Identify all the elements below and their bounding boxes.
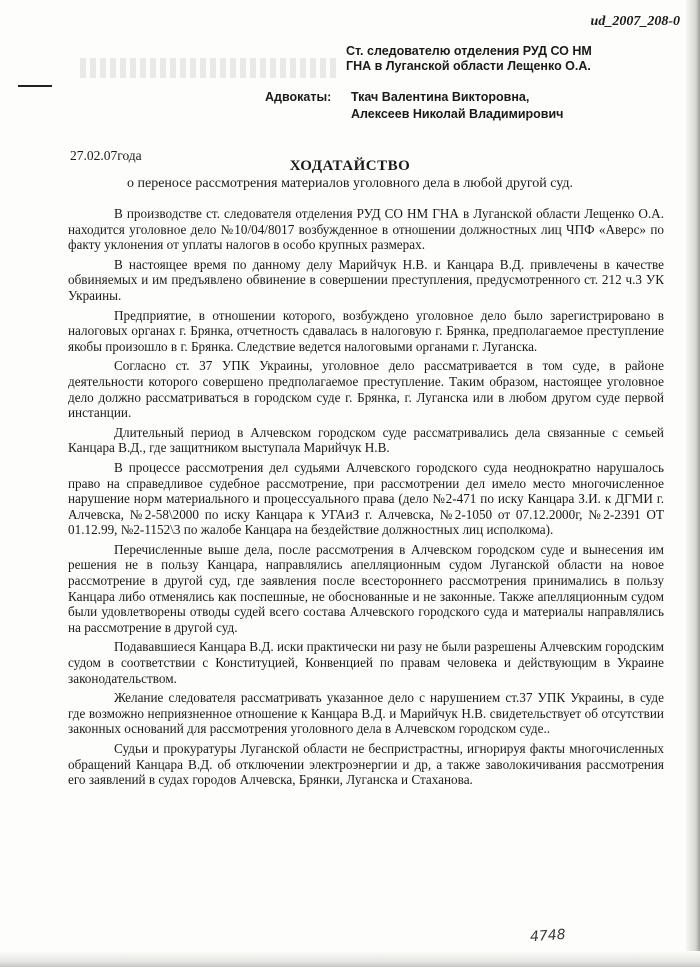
document-id: ud_2007_208-0 <box>590 14 680 29</box>
body-paragraph: Длительный период в Алчевском городском суде рассматривались дела связанные с семьей Канцара В.Д., где защитником выступала Марийчук Н.В. <box>68 424 664 456</box>
scan-edge-right <box>686 0 700 967</box>
body-paragraph: Предприятие, в отношении которого, возбуждено уголовное дело было зарегистрировано в налоговых органах г. Брянка, отчетность сдавалась в налоговую г. Брянка, предполагаемое преступление якобы произошло в г. Брянка. Следствие ведется налоговыми органами г. Луганска. <box>68 307 664 354</box>
body-paragraph: В настоящее время по данному делу Марийчук Н.В. и Канцара В.Д. привлечены в качестве обвиняемых и им предъявлено обвинение в совершении преступления, предусмотренного ст. 212 ч.3 УК Украины. <box>68 256 664 303</box>
addressee-block <box>346 44 676 74</box>
lawyers-label: Адвокаты: <box>265 90 332 104</box>
addressee-line-2: ГНА в Луганской области Лещенко О.А. <box>346 59 591 73</box>
document-date: 27.02.07года <box>70 148 142 163</box>
body-paragraph: В процессе рассмотрения дел судьями Алчевского городского суда неоднократно нарушалось право на справедливое судебное рассмотрение, при рассмотрении дел имело место многочисленное нарушение норм материального и процессуального права (дело №2-471 по иску Канцара З.И. к ДГМИ г. Алчевска, №2-58\2000 по иску Канцара к УГАиЗ г. Алчевска, №2-1050 от 07.12.2000г, №2-2391 ОТ 01.12.99, №2-1152\3 по жалобе Канцара на бездействие должностных лиц исполкома). <box>68 459 664 538</box>
margin-mark <box>18 85 52 87</box>
addressee-line-1: Ст. следователю отделения РУД СО НМ <box>346 44 592 58</box>
scan-edge-bottom <box>0 951 700 967</box>
body-paragraph: Согласно ст. 37 УПК Украины, уголовное дело рассматривается в том суде, в районе деятельности которого совершено предполагаемое преступление. Таким образом, настоящее уголовное дело должно рассматриваться в городском суде г. Брянка, г. Луганска или в любом другом суде первой инстанции. <box>68 358 664 421</box>
body-paragraph: Подававшиеся Канцара В.Д. иски практически ни разу не были разрешены Алчевским городским судом в соответствии с Конституцией, Конвенцией по правам человека и действующим в Украине законодательством. <box>68 639 664 686</box>
body-paragraph: В производстве ст. следователя отделения РУД СО НМ ГНА в Луганской области Лещенко О.А. находится уголовное дело №10/04/8017 возбужденное в отношении должностных лиц ЧПФ «Аверс» по факту уклонения от уплаты налогов в особо крупных размерах. <box>68 206 664 253</box>
body-paragraph: Судьи и прокуратуры Луганской области не беспристрастны, игнорируя факты многочисленных обращений Канцара В.Д. об отключении электроэнергии и др, а также заволокичивания рассмотрения его заявлений в судах городов Алчевска, Брянки, Луганска и Стаханова. <box>68 741 664 788</box>
bleed-through-text <box>80 58 340 78</box>
handwritten-folio-number: 4748 <box>529 926 567 946</box>
document-title: ХОДАТАЙСТВО <box>289 158 411 174</box>
lawyer-name: Алексеев Николай Владимирович <box>351 107 564 121</box>
lawyer-name: Ткач Валентина Викторовна, <box>351 90 530 104</box>
lawyers-names <box>351 89 563 123</box>
document-subtitle: о переносе рассмотрения материалов уголовного дела в любой другой суд. <box>127 176 573 191</box>
document-body <box>68 206 664 792</box>
body-paragraph: Перечисленные выше дела, после рассмотрения в Алчевском городском суде и вынесения им решения не в пользу Канцара, направлялись апелляционным судом Луганской области на новое рассмотрение в другой суд, где заявления после всестороннего рассмотрения принимались в пользу Канцара либо отменялись как поспешные, не обоснованные и не законные. Также апелляционным судом были удовлетворены отводы судей всего состава Алчевского городского суда и материалы направлялись на рассмотрение в другой суд. <box>68 541 664 635</box>
body-paragraph: Желание следователя рассматривать указанное дело с нарушением ст.37 УПК Украины, в суде где возможно неприязненное отношение к Канцара В.Д. и Марийчук Н.В. свидетельствует об отсутствии законных оснований для рассмотрения уголовного дела в Алчевском городском суде.. <box>68 690 664 737</box>
